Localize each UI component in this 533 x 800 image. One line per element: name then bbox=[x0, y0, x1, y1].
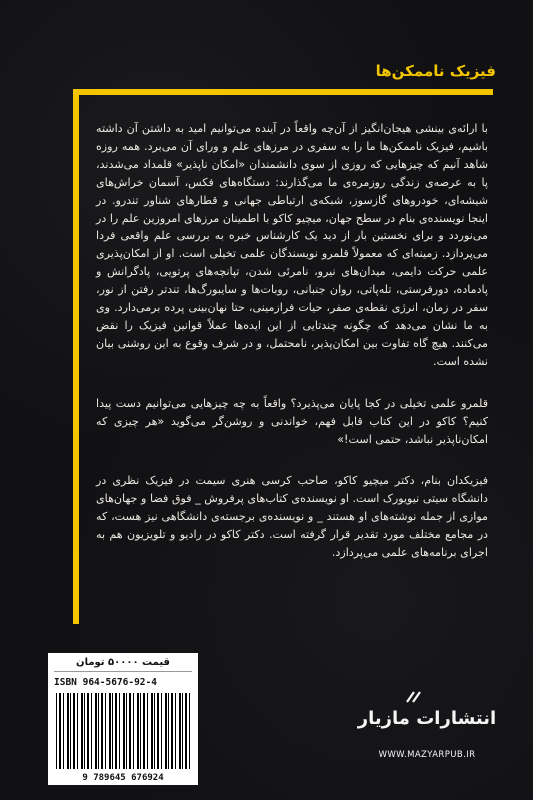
blurb-paragraph-3: فیزیکدان بنام، دکتر میچیو کاکو، صاحب کرسی هنری سیمت در فیزیک نظری در دانشگاه سیتی نیویورک است. او نویسنده‌ی کتاب‌های پرفروش _ فوق فضا و جهان‌های موازی از جمله نوشته‌های او هستند _ و نویسنده‌ی برجسته‌ی دانشگاهی نیز هست، که در مجامع مختلف مورد تقدیر قرار گرفته است. دکتر کاکو در رادیو و تلویزیون هم به اجرای برنامه‌های علمی می‌پردازد. bbox=[96, 474, 488, 560]
barcode-number: 9 789645 676924 bbox=[54, 773, 192, 783]
publisher-logo-icon bbox=[405, 690, 425, 704]
publisher-name: انتشارات مازیار bbox=[357, 708, 497, 729]
frame-top-bar bbox=[73, 89, 493, 95]
price-label: قیمت ۵۰۰۰۰ تومان bbox=[54, 657, 192, 672]
book-title: فیزیک ناممکن‌ها bbox=[375, 62, 496, 80]
frame-left-bar bbox=[73, 89, 79, 624]
price-barcode-box bbox=[48, 653, 198, 785]
isbn-number: ISBN 964-5676-92-4 bbox=[54, 677, 157, 688]
blurb-paragraph-1: با ارائه‌ی بینشی هیجان‌انگیز از آن‌چه واقعاً در آینده می‌توانیم امید به داشتن آن داشته باشیم، فیزیک ناممکن‌ها ما را به سفری در مرزهای علم و ورای آن می‌برد. همه روزه شاهد آنیم که چیزهایی که روزی از سوی دانشمندان «امکان ناپذیر» قلمداد می‌شدند، پا به عرصه‌ی زندگی روزمره‌ی ما می‌گذارند: دستگاه‌های فکس، آسمان خراش‌های شیشه‌ای، خودروهای گازسوز، شبکه‌ی ارتباطی جهانی و قطارهای شناور تندرو. در اینجا نویسنده‌ی بنام در سطح جهان، میچیو کاکو با اطمینان مرزهای امروزین علم را در می‌نوردد و برای نخستین بار از دید یک کارشناس خبره به بررسی علم واقعی فردا می‌پردازد. زمینه‌ای که معمولاً قلمرو نویسندگان علمی تخیلی است. او از امکان‌پذیری علمی حرکت دایمی، میدان‌های نیرو، نامرئی شدن، تپانچه‌های پرتویی، پادگرانش و پادماده، دورفرستی، تله‌پاتی، روان جنبانی، روبات‌ها و سایبورگ‌ها، تندتر رفتن از نور، سفر در زمان، انرژی نقطه‌ی صفر، حیات فرازمینی، حتا نهان‌بینی پرده برمی‌دارد. وی به ما نشان می‌دهد که چگونه چندتایی از این ایده‌ها عملاً قوانین فیزیک را نقض می‌کنند. هیچ گاه تفاوت بین امکان‌پذیر، نامحتمل، و در شرف وقوع به این روشنی بیان نشده است. bbox=[96, 122, 488, 368]
publisher-website: WWW.MAZYARPUB.IR bbox=[378, 750, 476, 760]
blurb-paragraph-2: قلمرو علمی تخیلی در کجا پایان می‌پذیرد؟ واقعاً به چه چیزهایی می‌توانیم دست پیدا کنیم؟ کاکو در این کتاب قابل فهم، خواندنی و روشن‌گر می‌گوید «هر چیزی که امکان‌ناپذیر نباشد، حتمی است!» bbox=[96, 396, 488, 446]
blurb-text bbox=[96, 120, 488, 586]
barcode-icon bbox=[56, 693, 190, 769]
